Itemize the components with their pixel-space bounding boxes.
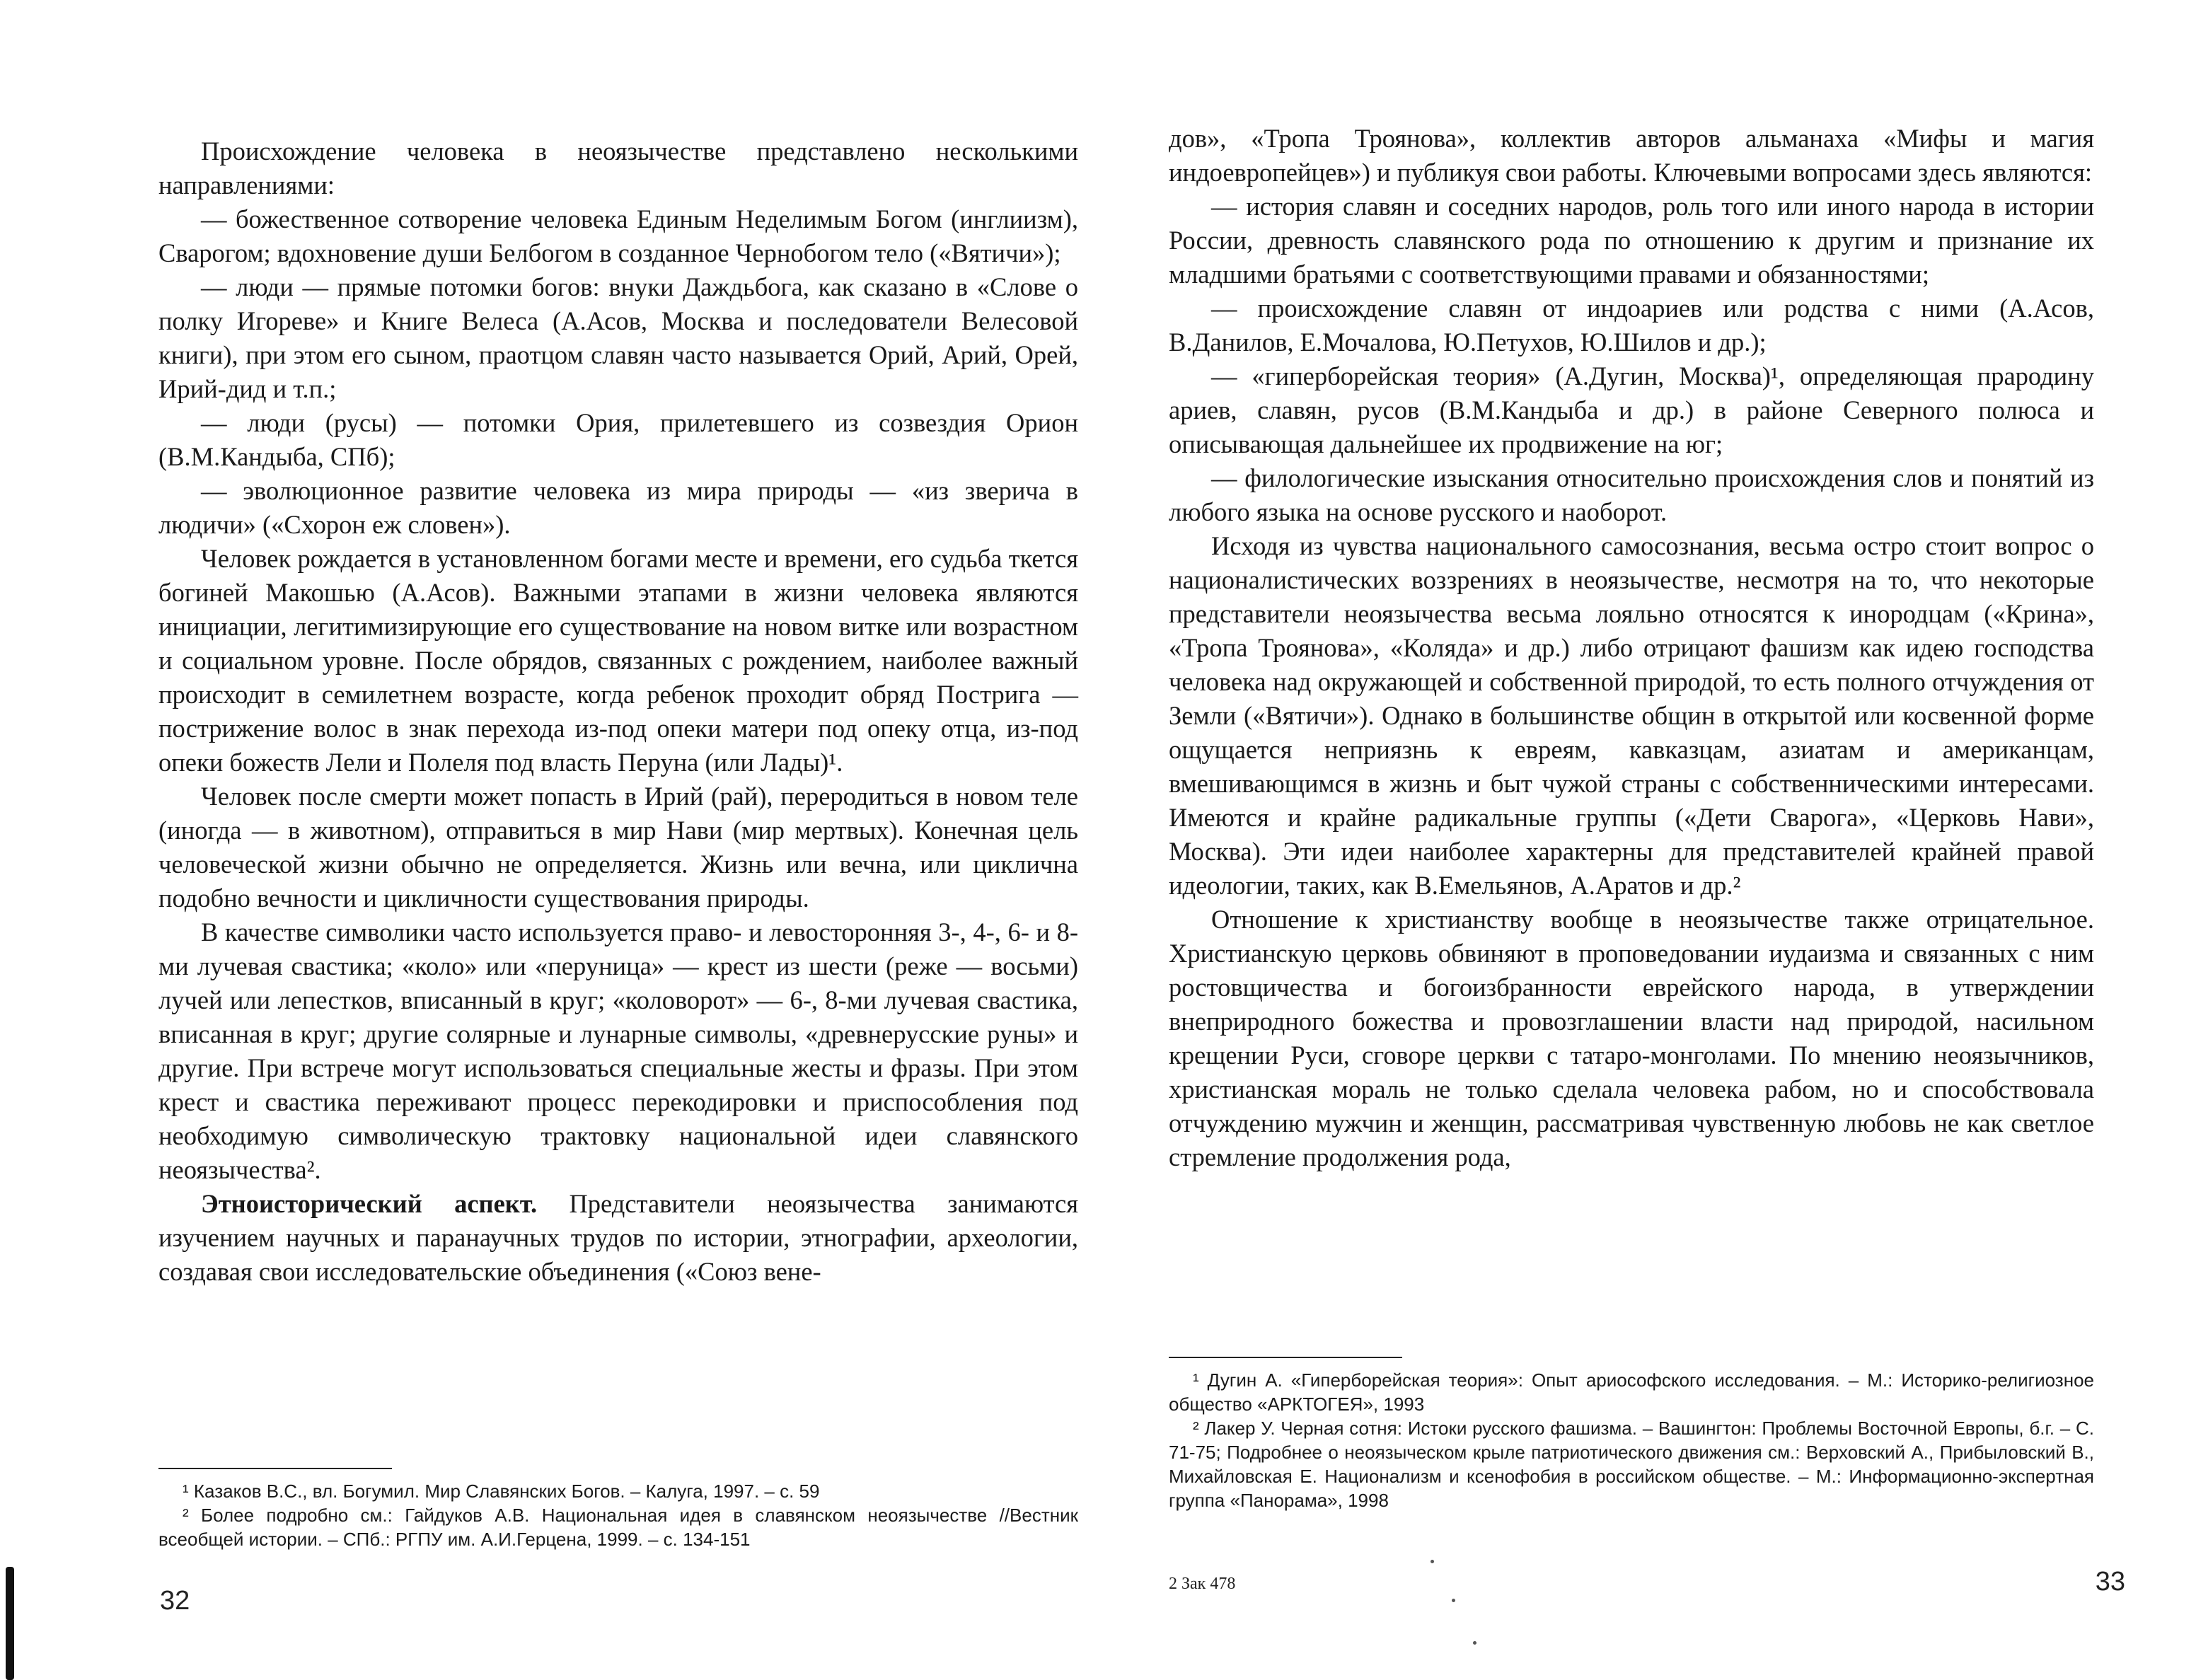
printer-signature: 2 Зак 478 [1169,1575,1236,1593]
right-body-text [1169,122,2094,1174]
paragraph-text: Представители неоязычества занимаются изучением научных и паранаучных трудов по истории, этнографии, археологии, создавая свои исследовательские объединения («Союз вене- [158,1189,1078,1286]
right-footnotes [1169,1357,2094,1512]
paragraph: — «гиперборейская теория» (А.Дугин, Москва)¹, определяющая прародину ариев, славян, русов (В.М.Кандыба и др.) в районе Северного полюса и описывающая дальнейшее их продвижение на юг; [1169,361,2094,458]
paragraph: Человек рождается в установленном богами месте и времени, его судьба ткется богиней Макошью (А.Асов). Важными этапами в жизни человека являются инициации, легитимизирующие его существование на новом витке или возрастном и социальном уровне. После обрядов, связанных с рождением, наиболее важный происходит в семилетнем возрасте, когда ребенок проходит обряд Пострига — пострижение волос в знак перехода из-под опеки матери под опеку отца, из-под опеки божеств Лели и Полеля под власть Перуна (или Лады)¹. [158,544,1078,777]
footnote-rule [158,1468,392,1469]
paragraph: — эволюционное развитие человека из мира природы — «из зверича в людичи» («Схорон еж словен»). [158,476,1078,539]
paragraph: — происхождение славян от индоариев или родства с ними (А.Асов, В.Данилов, Е.Мочалова, Ю.Петухов, Ю.Шилов и др.); [1169,294,2094,357]
left-body-text [158,134,1078,1289]
paragraph: дов», «Тропа Троянова», коллектив авторов альманаха «Мифы и магия индоевропейцев») и публикуя свои работы. Ключевыми вопросами здесь являются: [1169,124,2094,187]
footnote: ¹ Казаков В.С., вл. Богумил. Мир Славянских Богов. – Калуга, 1997. – с. 59 [183,1481,820,1502]
paragraph: Происхождение человека в неоязычестве представлено несколькими направлениями: [158,137,1078,199]
footnote: ² Более подробно см.: Гайдуков А.В. Национальная идея в славянском неоязычестве //Вестник всеобщей истории. – СПб.: РГПУ им. А.И.Герцена, 1999. – с. 134-151 [158,1505,1078,1550]
right-page [1098,0,2196,1680]
section-paragraph [158,1187,1078,1289]
footnote: ² Лакер У. Черная сотня: Истоки русского фашизма. – Вашингтон: Проблемы Восточной Европы, б.г. – С. 71-75; Подробнее о неоязыческом крыле патриотического движения см.: Верховский А., Прибыловский В., Михайловская Е. Национализм и ксенофобия в российском обществе. – М.: Информационно-экспертная группа «Панорама», 1998 [1169,1418,2094,1511]
paragraph: Человек после смерти может попасть в Ирий (рай), переродиться в новом теле (иногда — в животном), отправиться в мир Нави (мир мертвых). Конечная цель человеческой жизни обычно не определяется. Жизнь или вечна, или циклична подобно вечности и цикличности существования природы. [158,782,1078,913]
paragraph: — люди (русы) — потомки Ория, прилетевшего из созвездия Орион (В.М.Кандыба, СПб); [158,408,1078,471]
paragraph: — история славян и соседних народов, роль того или иного народа в истории России, древность славянского рода по отношению к другим и признание их младшими братьями с соответствующими правами и обязанностями; [1169,192,2094,289]
paragraph: — божественное сотворение человека Единым Неделимым Богом (инглиизм), Сварогом; вдохновение души Белбогом в созданное Чернобогом тело («Вятичи»); [158,204,1078,267]
paragraph: — филологические изыскания относительно происхождения слов и понятий из любого языка на основе русского и наоборот. [1169,463,2094,526]
paragraph: Отношение к христианству вообще в неоязычестве также отрицательное. Христианскую церковь обвиняют в проповедовании иудаизма и связанных с ним ростовщичества и богоизбранности еврейского народа, в утверждении внеприродного божества и провозглашении власти над природой, насильном крещении Руси, сговоре церкви с татаро-монголами. По мнению неоязычников, христианская мораль не только сделала человека рабом, но и способствовала отчуждению мужчин и женщин, рассматривая чувственную любовь не как светлое стремление продолжения рода, [1169,905,2094,1171]
paragraph: — люди — прямые потомки богов: внуки Даждьбога, как сказано в «Слове о полку Игореве» и Книге Велеса (А.Асов, Москва и последователи Велесовой книги), при этом его сыном, праотцом славян часто называется Орий, Арий, Орей, Ирий-дид и т.п.; [158,272,1078,403]
section-heading: Этноисторический аспект. [201,1189,538,1218]
left-footnotes [158,1468,1078,1551]
scan-speck [1473,1641,1476,1645]
page-number: 33 [2095,1567,2125,1597]
footnote: ¹ Дугин А. «Гиперборейская теория»: Опыт ариософского исследования. – М.: Историко-религиозное общество «АРКТОГЕЯ», 1993 [1169,1369,2094,1415]
paragraph: Исходя из чувства национального самосознания, весьма остро стоит вопрос о националистических воззрениях в неоязычестве, несмотря на то, что некоторые представители неоязычества весьма лояльно относятся к инородцам («Крина», «Тропа Троянова», «Коляда» и др.) либо отрицают фашизм как идею господства человека над окружающей и собственной природой, то есть полного отчуждения от Земли («Вятичи»). Однако в большинстве общин в открытой или косвенной форме ощущается неприязнь к евреям, кавказцам, азиатам и американцам, вмешивающимся в жизнь и быт чужой страны с собственническими интересами. Имеются и крайне радикальные группы («Дети Сварога», «Церковь Нави», Москва). Эти идеи наиболее характерны для представителей крайней правой идеологии, таких, как В.Емельянов, А.Аратов и др.² [1169,531,2094,900]
page-number: 32 [160,1586,190,1616]
scan-speck [1452,1599,1455,1602]
scan-speck [1431,1560,1434,1563]
footnote-rule [1169,1357,1402,1358]
paragraph: В качестве символики часто используется право- и левосторонняя 3-, 4-, 6- и 8-ми лучевая свастика; «коло» или «перуница» — крест из шести (реже — восьми) лучей или лепестков, вписанный в круг; «коловорот» — 6-, 8-ми лучевая свастика, вписанная в круг; другие солярные и лунарные символы, «древнерусские руны» и другие. При встрече могут использоваться специальные жесты и фразы. При этом крест и свастика переживают процесс перекодировки и приспособления под необходимую символическую трактовку национальной идеи славянского неоязычества². [158,917,1078,1184]
